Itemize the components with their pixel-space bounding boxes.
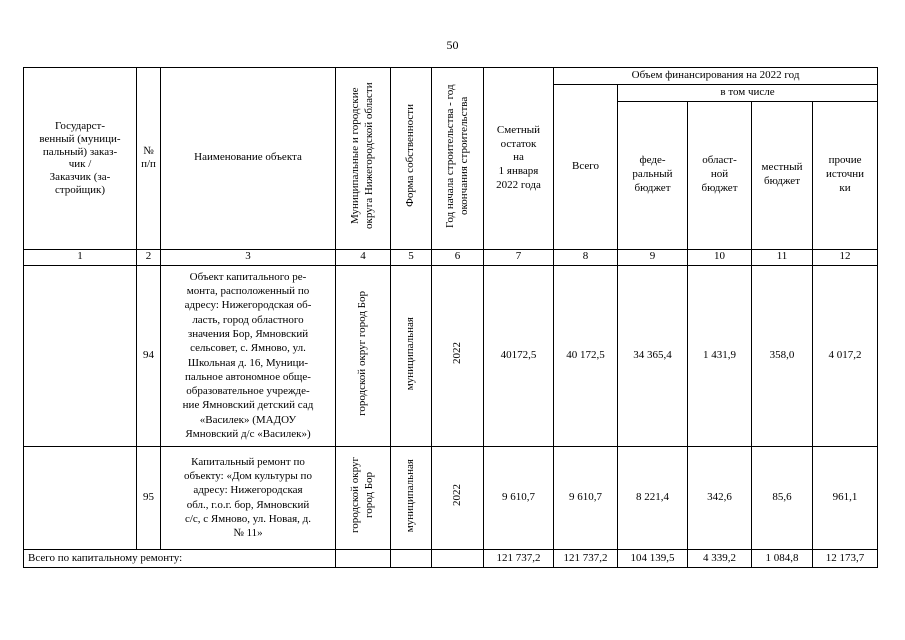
column-number: 4: [336, 249, 391, 265]
totals-local: 1 084,8: [752, 549, 813, 568]
row-other: 4 017,2: [813, 265, 878, 446]
totals-other: 12 173,7: [813, 549, 878, 568]
column-number: 5: [391, 249, 432, 265]
column-number: 3: [161, 249, 336, 265]
column-number: 1: [24, 249, 137, 265]
row-ownership-cell: [391, 265, 432, 446]
column-number: 9: [618, 249, 688, 265]
row-municipality: городской округ город Бор: [356, 290, 369, 416]
totals-regional: 4 339,2: [688, 549, 752, 568]
row-local: 85,6: [752, 446, 813, 549]
row-years-cell: [432, 446, 484, 549]
totals-empty-cell: [391, 549, 432, 568]
column-number: 12: [813, 249, 878, 265]
header-municipality-cell: [336, 68, 391, 250]
header-local: местный бюджет: [752, 101, 813, 249]
row-other: 961,1: [813, 446, 878, 549]
row-index: 94: [137, 265, 161, 446]
row-remaining: 9 610,7: [484, 446, 554, 549]
header-object-name: Наименование объекта: [161, 68, 336, 250]
column-number: 7: [484, 249, 554, 265]
header-row-1: [24, 68, 878, 85]
totals-federal: 104 139,5: [618, 549, 688, 568]
header-ownership-cell: [391, 68, 432, 250]
row-object-name: Капитальный ремонт по объекту: «Дом культуры по адресу: Нижегородская обл., г.о.г. бор, Ямновский с/с, с Ямново, ул. Новая, д. № 11»: [161, 446, 336, 549]
row-years-cell: [432, 265, 484, 446]
column-number: 11: [752, 249, 813, 265]
header-remaining: Сметный остаток на 1 января 2022 года: [484, 68, 554, 250]
totals-remaining: 121 737,2: [484, 549, 554, 568]
totals-empty-cell: [432, 549, 484, 568]
header-index: № п/п: [137, 68, 161, 250]
row-years: 2022: [450, 484, 463, 507]
row-federal: 34 365,4: [618, 265, 688, 446]
header-regional: област- ной бюджет: [688, 101, 752, 249]
totals-label: Всего по капитальному ремонту:: [24, 549, 336, 568]
table-row: [24, 265, 878, 446]
row-local: 358,0: [752, 265, 813, 446]
row-regional: 342,6: [688, 446, 752, 549]
row-remaining: 40172,5: [484, 265, 554, 446]
row-municipality-cell: [336, 446, 391, 549]
row-total: 9 610,7: [554, 446, 618, 549]
column-number: 6: [432, 249, 484, 265]
column-number: 2: [137, 249, 161, 265]
totals-empty-cell: [336, 549, 391, 568]
row-municipality-cell: [336, 265, 391, 446]
column-number: 8: [554, 249, 618, 265]
row-object-name: Объект капитального ре- монта, расположенный по адресу: Нижегородская об- ласть, город областного значения Бор, Ямновский сельсовет, с. Ямново, ул. Школьная д. 16, Муници- пальное автономное обще- образовательное учрежде- ние Ямновский детский сад «Василек» (МАДОУ Ямновский д/с «Василек»): [161, 265, 336, 446]
totals-total: 121 737,2: [554, 549, 618, 568]
row-regional: 1 431,9: [688, 265, 752, 446]
row-ownership: муниципальная: [404, 458, 417, 532]
header-federal: феде- ральный бюджет: [618, 101, 688, 249]
row-ownership: муниципальная: [404, 316, 417, 390]
row-total: 40 172,5: [554, 265, 618, 446]
header-years-cell: [432, 68, 484, 250]
column-number: 10: [688, 249, 752, 265]
row-municipality: городской округ город Бор: [349, 457, 375, 534]
row-ownership-cell: [391, 446, 432, 549]
header-total: Всего: [554, 84, 618, 249]
header-years: Год начала строительства - год окончания строительства: [443, 84, 470, 228]
header-customer: Государст- венный (муници- пальный) заказ- чик / Заказчик (за- стройщик): [24, 68, 137, 250]
column-numbers-row: [24, 249, 878, 265]
row-customer: [24, 265, 137, 446]
header-municipality: Муниципальные и городские округа Нижегородской области: [349, 82, 375, 230]
row-years: 2022: [450, 342, 463, 365]
totals-row: [24, 549, 878, 568]
header-funding-title: Объем финансирования на 2022 год: [554, 68, 878, 85]
row-customer: [24, 446, 137, 549]
row-federal: 8 221,4: [618, 446, 688, 549]
header-including: в том числе: [618, 84, 878, 101]
header-ownership: Форма собственности: [404, 104, 417, 208]
page-number: 50: [446, 38, 459, 52]
table-row: [24, 446, 878, 549]
capital-repair-table: [23, 67, 878, 568]
row-index: 95: [137, 446, 161, 549]
header-other: прочие источни ки: [813, 101, 878, 249]
